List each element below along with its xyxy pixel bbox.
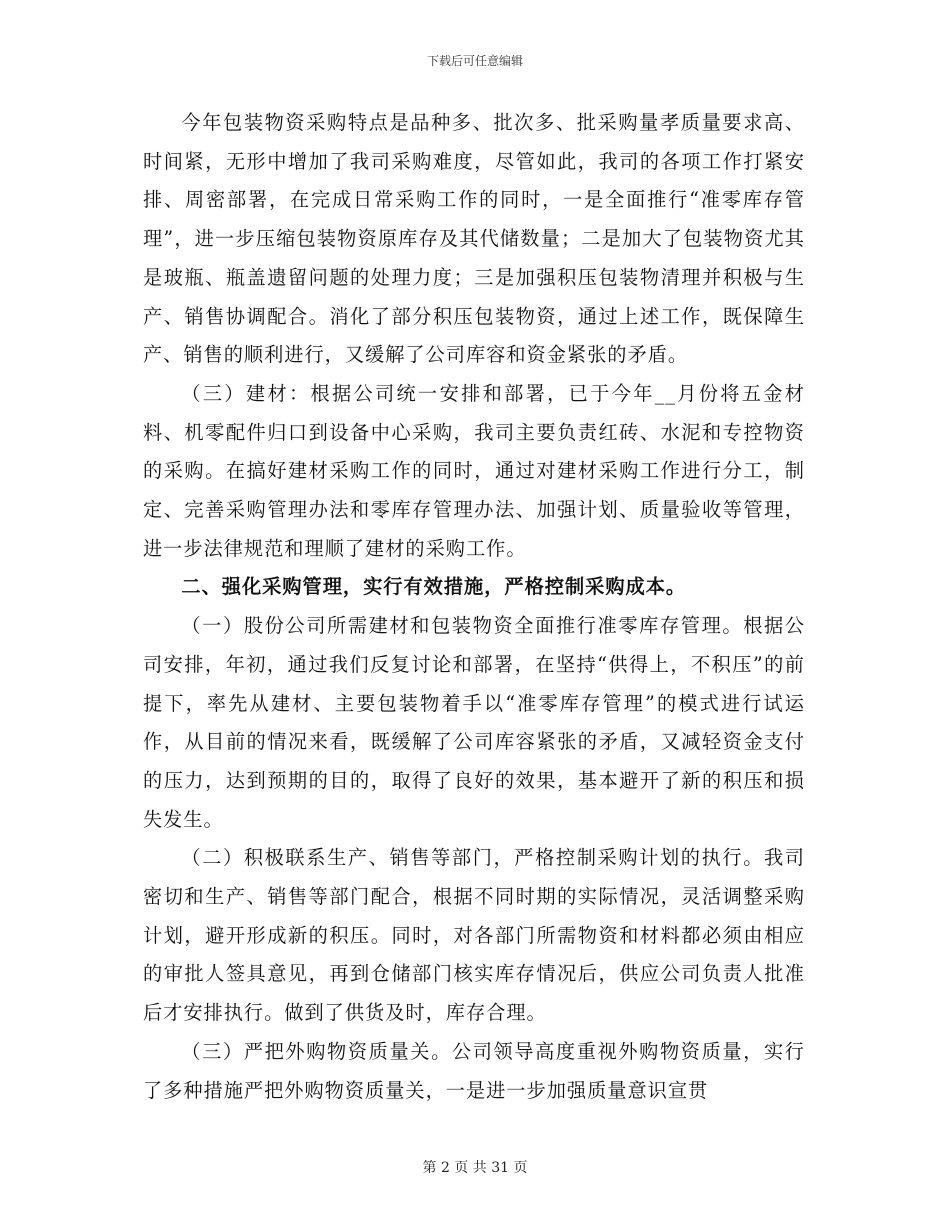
page-number: 第 2 页 共 31 页 (422, 1160, 528, 1176)
paragraph-quality-control: （三）严把外购物资质量关。公司领导高度重视外购物资质量，实行了多种措施严把外购物资质量关，一是进一步加强质量意识宣贯 (143, 1039, 805, 1102)
paragraph-building-materials: （三）建材：根据公司统一安排和部署，已于今年__月份将五金材料、机零配件归口到设备中心采购，我司主要负责红砖、水泥和专控物资的采购。在搞好建材采购工作的同时，通过对建材采购工作进行分工，制定、完善采购管理办法和零库存管理办法、加强计划、质量验收等管理，进一步法律规范和理顺了建材的采购工作。 (143, 381, 805, 560)
paragraph-zero-inventory: （一）股份公司所需建材和包装物资全面推行准零库存管理。根据公司安排，年初，通过我们反复讨论和部署，在坚持“供得上，不积压”的前提下，率先从建材、主要包装物着手以“准零库存管理”的模式进行试运作，从目前的情况来看，既缓解了公司库容紧张的矛盾，又减轻资金支付的压力，达到预期的目的，取得了良好的效果，基本避开了新的积压和损失发生。 (143, 614, 805, 831)
paragraph-packaging-summary: 今年包装物资采购特点是品种多、批次多、批采购量孝质量要求高、时间紧，无形中增加了我司采购难度，尽管如此，我司的各项工作打紧安排、周密部署，在完成日常采购工作的同时，一是全面推行“准零库存管理”，进一步压缩包装物资原库存及其代储数量；二是加大了包装物资尤其是玻瓶、瓶盖遗留问题的处理力度；三是加强积压包装物清理并积极与生产、销售协调配合。消化了部分积压包装物资，通过上述工作，既保障生产、销售的顺利进行，又缓解了公司库容和资金紧张的矛盾。 (143, 111, 805, 367)
paragraph-purchase-plan: （二）积极联系生产、销售等部门，严格控制采购计划的执行。我司密切和生产、销售等部门配合，根据不同时期的实际情况，灵活调整采购计划，避开形成新的积压。同时，对各部门所需物资和材料都必须由相应的审批人签具意见，再到仓储部门核实库存情况后，供应公司负责人批准后才安排执行。做到了供货及时，库存合理。 (143, 846, 805, 1025)
section-heading: 二、强化采购管理，实行有效措施，严格控制采购成本。 (181, 575, 687, 599)
page-header-note: 下载后可任意编辑 (426, 54, 523, 68)
document-body (143, 104, 805, 1110)
